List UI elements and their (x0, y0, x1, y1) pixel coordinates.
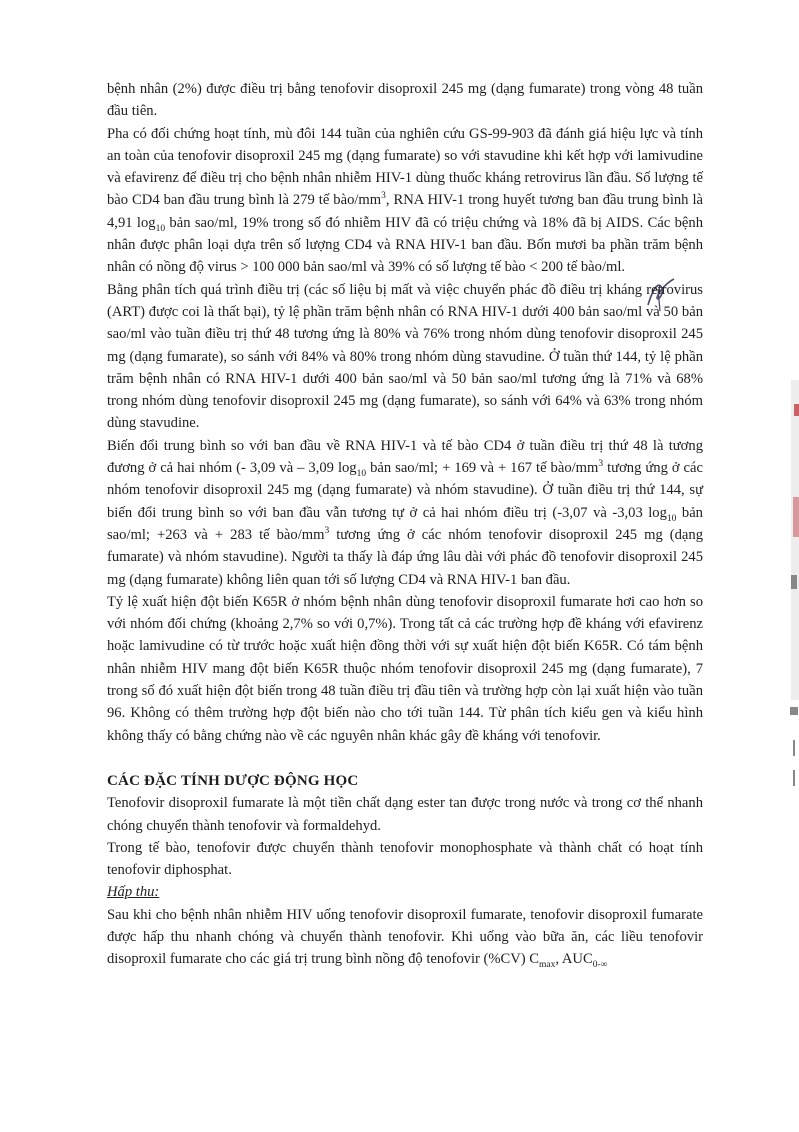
paragraph-prodrug: Tenofovir disoproxil fumarate là một tiền chất dạng ester tan được trong nước và trong cơ thể nhanh chóng chuyển thành tenofovir và formaldehyd. (107, 795, 703, 834)
scan-mark-gray (790, 707, 798, 715)
scan-mark-red (794, 404, 799, 416)
document-body (107, 78, 703, 971)
scan-mark-gray (793, 770, 795, 786)
paragraph-intracellular: Trong tế bào, tenofovir được chuyển thành tenofovir monophosphate và thành chất có hoạt tính tenofovir diphosphat. (107, 839, 703, 879)
paragraph-absorption: Sau khi cho bệnh nhân nhiễm HIV uống tenofovir disoproxil fumarate, tenofovir disoproxil fumarate được hấp thu nhanh chóng và chuyển thành tenofovir. Khi uống vào bữa ăn, các liều tenofovir disoproxil fumarate cho các giá trị trung bình nồng độ tenofovir (%CV) $C_{max}$, $AUC_{0-\infty}$ (107, 906, 703, 971)
scan-mark-red (793, 497, 799, 537)
paragraph-treatment-analysis: Bằng phân tích quá trình điều trị (các số liệu bị mất và việc chuyển phác đồ điều trị kháng retrovirus (ART) được coi là thất bại), tỷ lệ phần trăm bệnh nhân có RNA HIV-1 dưới 400 bản sao/ml và 50 bản sao/ml vào tuần điều trị thứ 48 tương ứng là 80% và 76% trong nhóm dùng tenofovir disoproxil 245 mg (dạng fumarate), so sánh với 84% và 80% trong nhóm dùng stavudine. Ở tuần thứ 144, tỷ lệ phần trăm bệnh nhân có RNA HIV-1 dưới 400 bản sao/ml và 50 bản sao/ml tương ứng là 71% và 68% trong nhóm dùng tenofovir disoproxil 245 mg (dạng fumarate), so sánh với 64% và 63% trong nhóm dùng stavudine. (107, 281, 703, 432)
subheading-absorption: Hấp thu: (107, 884, 160, 901)
scan-edge-shadow (791, 380, 799, 700)
scan-mark-gray (791, 575, 797, 589)
section-heading-pharmacokinetics: CÁC ĐẶC TÍNH DƯỢC ĐỘNG HỌC (107, 772, 359, 789)
paragraph-k65r-mutation: Tỷ lệ xuất hiện đột biến K65R ở nhóm bệnh nhân dùng tenofovir disoproxil fumarate hơi cao hơn so với nhóm đối chứng (khoảng 2,7% so với 0,7%). Trong tất cả các trường hợp đề kháng với efavirenz hoặc lamivudine có từ trước hoặc xuất hiện đồng thời với sự xuất hiện đột biến K65R. Có tám bệnh nhân nhiễm HIV mang đột biến K65R thuộc nhóm tenofovir disoproxil 245 mg (dạng fumarate), 7 trong số đó xuất hiện đột biến trong 48 tuần điều trị đầu tiên và trường hợp còn lại xuất hiện vào tuần 96. Không có thêm trường hợp đột biến nào cho tới tuần 144. Từ phân tích kiểu gen và kiểu hình không thấy có bằng chứng nào về các nguyên nhân khác gây đề kháng với tenofovir. (107, 593, 703, 744)
paragraph-continuation: bệnh nhân (2%) được điều trị bằng tenofovir disoproxil 245 mg (dạng fumarate) trong vòng 48 tuần đầu tiên. (107, 81, 703, 120)
paragraph-mean-change: Biến đổi trung bình so với ban đầu về RNA HIV-1 và tế bào CD4 ở tuần điều trị thứ 48 là tương đương ở cả hai nhóm (- 3,09 và – 3,09 $\log_{10}$ bản sao/ml; + 169 và + 167 tế bào/$mm^3$ tương ứng ở các nhóm tenofovir disoproxil 245 mg (dạng fumarate) và nhóm stavudine). Ở tuần điều trị thứ 144, sự biến đổi trung bình so với ban đầu vẫn tương tự ở cả hai nhóm điều trị (-3,07 và -3,03 $\log_{10}$ bản sao/ml; +263 và + 283 tế bào/$mm^3$ tương ứng ở các nhóm tenofovir disoproxil 245 mg (dạng fumarate) và nhóm stavudine). Người ta thấy là đáp ứng lâu dài với phác đồ tenofovir disoproxil 245 mg (dạng fumarate) không liên quan tới số lượng CD4 và RNA HIV-1 ban đầu. (107, 437, 703, 588)
scan-mark-gray (793, 740, 795, 756)
paragraph-study-903: Pha có đối chứng hoạt tính, mù đôi 144 tuần của nghiên cứu GS-99-903 đã đánh giá hiệu lực và tính an toàn của tenofovir disoproxil 245 mg (dạng fumarate) so với stavudine khi kết hợp với lamivudine và efavirenz để điều trị cho bệnh nhân nhiễm HIV-1 dùng thuốc kháng retrovirus lần đầu. Số lượng tế bào CD4 ban đầu trung bình là 279 tế bào/$mm^3$, RNA HIV-1 trong huyết tương ban đầu trung bình là 4,91 $\log_{10}$ bản sao/ml, 19% trong số đó nhiễm HIV đã có triệu chứng và 18% đã bị AIDS. Các bệnh nhân được phân loại dựa trên số lượng CD4 và RNA HIV-1 ban đầu. Bốn mươi ba phần trăm bệnh nhân có nồng độ virus > 100 000 bản sao/ml và 39% có số lượng tế bào < 200 tế bào/ml. (107, 125, 704, 276)
